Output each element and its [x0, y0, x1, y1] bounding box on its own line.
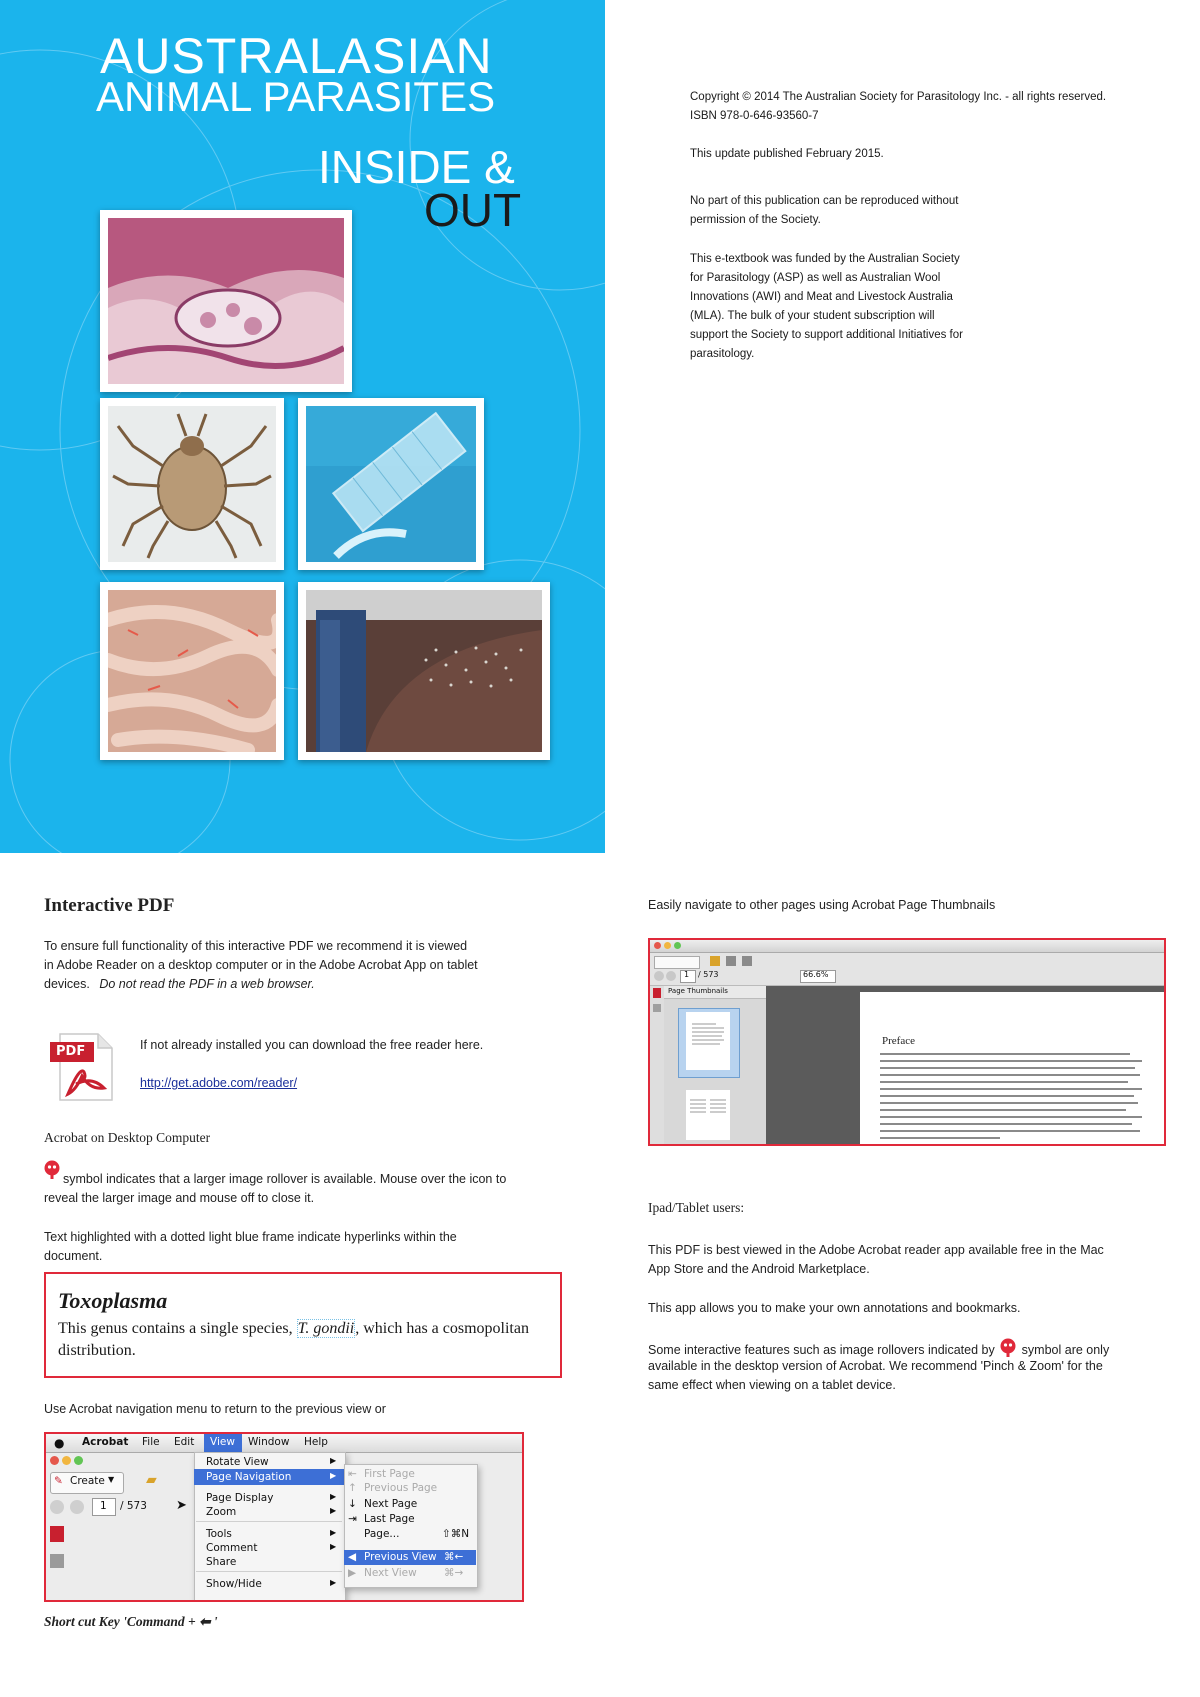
acrobat-menu-screenshot — [44, 1432, 524, 1602]
rollover-line-1: symbol indicates that a larger image rollover is available. Mouse over the icon to — [63, 1172, 507, 1186]
create-icon: ✎ — [54, 1475, 63, 1487]
browser-warning: Do not read the PDF in a web browser. — [99, 977, 315, 991]
minimize-window-icon[interactable] — [664, 942, 671, 949]
submenu-arrow-icon: ▶ — [330, 1528, 337, 1537]
funded-line-5: support the Society to support additional Initiatives for — [690, 329, 963, 341]
sub-item-next-view[interactable]: Next View — [364, 1567, 417, 1579]
next-view-shortcut: ⌘→ — [444, 1567, 464, 1579]
close-window-icon[interactable] — [50, 1456, 59, 1465]
sub-item-previous-view[interactable]: Previous View — [364, 1551, 437, 1563]
funded-line-4: (MLA). The bulk of your student subscription will — [690, 310, 935, 322]
next-page-icon[interactable] — [70, 1500, 84, 1514]
previous-view-shortcut: ⌘← — [444, 1551, 464, 1563]
menu-help[interactable]: Help — [304, 1436, 328, 1448]
cover-title-line-1: AUSTRALASIAN — [100, 28, 493, 84]
tablet-p3-line-1-start: Some interactive features such as image rollovers indicated by — [648, 1343, 995, 1357]
zoom-window-icon[interactable] — [674, 942, 681, 949]
highlight-line-2: document. — [44, 1249, 103, 1263]
minimize-window-icon[interactable] — [62, 1456, 71, 1465]
intro-line-1: To ensure full functionality of this interactive PDF we recommend it is viewed — [44, 939, 468, 953]
no-part-line-2: permission of the Society. — [690, 214, 821, 226]
page-number-value: 1 — [100, 1500, 107, 1512]
create-button[interactable] — [654, 956, 700, 969]
tablet-p3-line-2: available in the desktop version of Acrobat. We recommend 'Pinch & Zoom' for the — [648, 1359, 1103, 1373]
rollover-symbol-icon — [44, 1160, 60, 1180]
isbn-line: ISBN 978-0-646-93560-7 — [690, 110, 819, 122]
menu-window[interactable]: Window — [248, 1436, 290, 1448]
example-line-1-start: This genus contains a single species, — [58, 1320, 293, 1337]
previous-page-arrow-icon: ↑ — [348, 1482, 357, 1494]
update-line: This update published February 2015. — [690, 148, 884, 160]
go-to-page-shortcut: ⇧⌘N — [442, 1528, 470, 1540]
view-item-page-navigation[interactable]: Page Navigation — [206, 1471, 292, 1483]
view-item-tools[interactable]: Tools — [206, 1528, 232, 1540]
view-item-show-hide[interactable]: Show/Hide — [206, 1578, 262, 1590]
sidebar-pdf-icon[interactable] — [653, 988, 661, 998]
funded-line-6: parasitology. — [690, 348, 755, 360]
close-window-icon[interactable] — [654, 942, 661, 949]
view-item-rotate[interactable]: Rotate View — [206, 1456, 269, 1468]
sub-item-last-page[interactable]: Last Page — [364, 1513, 415, 1525]
page-number-value: 1 — [684, 970, 690, 979]
sidebar-pages-icon[interactable] — [50, 1554, 64, 1568]
next-view-icon: ▶ — [348, 1567, 357, 1579]
next-page-arrow-icon: ↓ — [348, 1498, 357, 1510]
example-species-link[interactable]: T. gondii — [297, 1320, 355, 1337]
cover-subtitle-line-2: OUT — [424, 184, 522, 236]
example-line-2: distribution. — [58, 1342, 136, 1359]
save-icon[interactable] — [726, 956, 736, 966]
no-part-line-1: No part of this publication can be reproduced without — [690, 195, 959, 207]
menu-edit[interactable]: Edit — [174, 1436, 195, 1448]
intro-line-3-start: devices. — [44, 977, 90, 991]
create-label: Create — [70, 1475, 105, 1487]
previous-page-icon[interactable] — [654, 971, 664, 981]
example-title: Toxoplasma — [58, 1288, 168, 1313]
view-item-zoom[interactable]: Zoom — [206, 1506, 237, 1518]
adobe-reader-link[interactable]: http://get.adobe.com/reader/ — [140, 1076, 298, 1090]
menu-divider — [196, 1521, 342, 1522]
view-item-share[interactable]: Share — [206, 1556, 237, 1568]
submenu-arrow-icon: ▶ — [330, 1492, 337, 1501]
thumbnail-page-1 — [686, 1012, 730, 1070]
copyright-line: Copyright © 2014 The Australian Society for Parasitology Inc. - all rights reserved. — [690, 91, 1107, 103]
select-cursor-icon[interactable]: ➤ — [176, 1498, 187, 1513]
funded-line-3: Innovations (AWI) and Meat and Livestock Australia — [690, 291, 953, 303]
tablet-heading: Ipad/Tablet users: — [648, 1200, 745, 1215]
page-total: / 573 — [698, 970, 719, 979]
view-item-page-display[interactable]: Page Display — [206, 1492, 274, 1504]
adobe-pdf-icon — [46, 1030, 120, 1104]
page-total: / 573 — [120, 1500, 147, 1512]
book-cover — [0, 0, 605, 853]
intro-line-2: in Adobe Reader on a desktop computer or in the Adobe Acrobat App on tablet — [44, 958, 478, 972]
view-item-comment[interactable]: Comment — [206, 1542, 258, 1554]
preface-heading: Preface — [882, 1035, 915, 1047]
download-text: If not already installed you can download the free reader here. — [140, 1038, 484, 1052]
cover-title-line-2: ANIMAL PARASITES — [96, 73, 496, 120]
cover-photo-animal-skin — [298, 582, 550, 760]
thumbnails-caption: Easily navigate to other pages using Acrobat Page Thumbnails — [648, 898, 996, 912]
chevron-down-icon: ▼ — [108, 1475, 115, 1484]
submenu-arrow-icon: ▶ — [330, 1506, 337, 1515]
shortcut-key: Short cut Key 'Command + ⬅ ' — [44, 1614, 218, 1629]
apple-icon[interactable]: ● — [54, 1436, 65, 1450]
next-page-icon[interactable] — [666, 971, 676, 981]
zoom-value: 66.6% — [803, 970, 829, 979]
interactive-heading: Interactive PDF — [44, 895, 175, 916]
first-page-icon: ⇤ — [348, 1468, 357, 1480]
preface-text-lines — [880, 1050, 1150, 1142]
sidebar-pdf-icon[interactable] — [50, 1526, 64, 1542]
submenu-arrow-icon: ▶ — [330, 1471, 337, 1480]
highlight-line-1: Text highlighted with a dotted light blue frame indicate hyperlinks within the — [44, 1230, 457, 1244]
funded-line-1: This e-textbook was funded by the Australian Society — [690, 253, 960, 265]
nav-instruction: Use Acrobat navigation menu to return to the previous view or — [44, 1402, 386, 1416]
sub-item-previous-page[interactable]: Previous Page — [364, 1482, 438, 1494]
zoom-window-icon[interactable] — [74, 1456, 83, 1465]
example-line-1-end: , which has a cosmopolitan — [355, 1320, 529, 1337]
menu-acrobat[interactable]: Acrobat — [82, 1436, 129, 1448]
print-icon[interactable] — [742, 956, 752, 966]
example-line-1 — [58, 1320, 529, 1338]
sub-item-go-to-page[interactable]: Page... — [364, 1528, 400, 1540]
hyperlink-example-box — [44, 1272, 562, 1378]
open-folder-icon[interactable]: ▰ — [146, 1472, 157, 1488]
menu-divider — [196, 1571, 342, 1572]
sub-item-next-page[interactable]: Next Page — [364, 1498, 418, 1510]
window-titlebar — [650, 940, 1164, 953]
desktop-heading: Acrobat on Desktop Computer — [44, 1130, 211, 1145]
cover-photo-counting-slide — [298, 398, 484, 570]
sidebar-pages-icon[interactable] — [653, 1004, 661, 1012]
cover-photo-histology — [100, 210, 352, 392]
cover-photo-worms — [100, 582, 284, 760]
tablet-p3-line-3: same effect when viewing on a tablet device. — [648, 1378, 896, 1392]
funded-line-2: for Parasitology (ASP) as well as Australian Wool — [690, 272, 941, 284]
menu-view[interactable]: View — [210, 1436, 235, 1448]
tablet-p1-line-1: This PDF is best viewed in the Adobe Acrobat reader app available free in the Mac — [648, 1243, 1104, 1257]
tablet-p3-line-1-end: symbol are only — [1021, 1343, 1110, 1357]
tablet-p2: This app allows you to make your own annotations and bookmarks. — [648, 1301, 1021, 1315]
menu-file[interactable]: File — [142, 1436, 160, 1448]
sub-item-first-page[interactable]: First Page — [364, 1468, 415, 1480]
thumbnail-page-2[interactable] — [686, 1090, 730, 1140]
last-page-icon: ⇥ — [348, 1513, 357, 1525]
submenu-arrow-icon: ▶ — [330, 1578, 337, 1587]
intro-line-3 — [44, 975, 315, 994]
cover-subtitle-line-1: INSIDE & — [318, 141, 515, 193]
submenu-arrow-icon: ▶ — [330, 1542, 337, 1551]
acrobat-thumbnails-screenshot — [648, 938, 1166, 1146]
previous-page-icon[interactable] — [50, 1500, 64, 1514]
tablet-p1-line-2: App Store and the Android Marketplace. — [648, 1262, 870, 1276]
rollover-line-2: reveal the larger image and mouse off to close it. — [44, 1191, 315, 1205]
previous-view-icon: ◀ — [348, 1551, 357, 1563]
submenu-arrow-icon: ▶ — [330, 1456, 337, 1465]
thumbnails-panel-title: Page Thumbnails — [668, 987, 728, 995]
cover-photo-tick — [100, 398, 284, 570]
pdf-icon-label: PDF — [56, 1044, 86, 1059]
open-folder-icon[interactable] — [710, 956, 720, 966]
rollover-symbol-icon — [1000, 1338, 1016, 1358]
